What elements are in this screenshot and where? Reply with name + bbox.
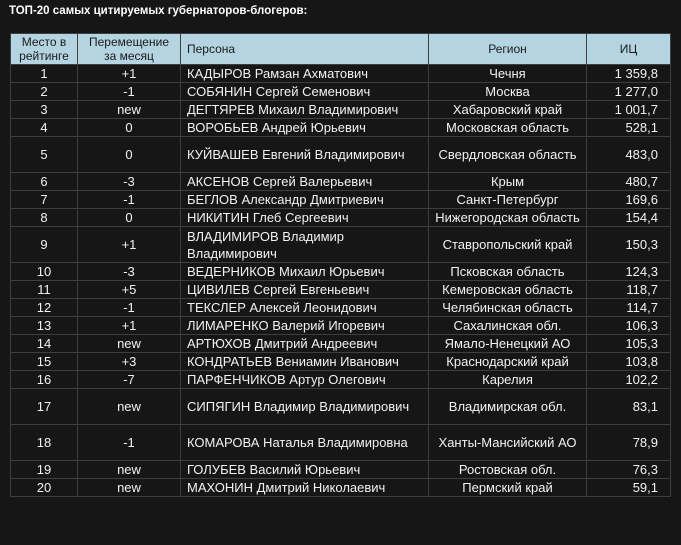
rank-cell: 17: [11, 389, 78, 425]
region-cell: Ставропольский край: [429, 227, 587, 263]
region-cell: Свердловская область: [429, 137, 587, 173]
score-cell: 106,3: [587, 317, 671, 335]
score-cell: 105,3: [587, 335, 671, 353]
region-cell: Москва: [429, 83, 587, 101]
move-cell: -3: [78, 263, 181, 281]
person-cell: ПАРФЕНЧИКОВ Артур Олегович: [181, 371, 429, 389]
column-header-rank: Место в рейтинге: [11, 34, 78, 65]
rank-cell: 11: [11, 281, 78, 299]
score-cell: 1 359,8: [587, 65, 671, 83]
person-cell: ВЛАДИМИРОВ Владимир Владимирович: [181, 227, 429, 263]
person-cell: СИПЯГИН Владимир Владимирович: [181, 389, 429, 425]
region-cell: Ямало-Ненецкий АО: [429, 335, 587, 353]
score-cell: 103,8: [587, 353, 671, 371]
move-cell: -1: [78, 425, 181, 461]
move-cell: 0: [78, 119, 181, 137]
table-body: [11, 65, 671, 497]
score-cell: 169,6: [587, 191, 671, 209]
rank-cell: 12: [11, 299, 78, 317]
person-cell: КАДЫРОВ Рамзан Ахматович: [181, 65, 429, 83]
page-title: ТОП-20 самых цитируемых губернаторов-блогеров:: [9, 5, 308, 17]
rating-table: [10, 33, 671, 497]
region-cell: Карелия: [429, 371, 587, 389]
column-header-score: ИЦ: [587, 34, 671, 65]
score-cell: 114,7: [587, 299, 671, 317]
score-cell: 150,3: [587, 227, 671, 263]
score-cell: 1 001,7: [587, 101, 671, 119]
region-cell: Хабаровский край: [429, 101, 587, 119]
person-cell: БЕГЛОВ Александр Дмитриевич: [181, 191, 429, 209]
move-cell: +1: [78, 227, 181, 263]
move-cell: 0: [78, 137, 181, 173]
person-cell: АКСЕНОВ Сергей Валерьевич: [181, 173, 429, 191]
rank-cell: 3: [11, 101, 78, 119]
move-cell: -7: [78, 371, 181, 389]
region-cell: Владимирская обл.: [429, 389, 587, 425]
header-row: [11, 34, 671, 65]
score-cell: 76,3: [587, 461, 671, 479]
region-cell: Челябинская область: [429, 299, 587, 317]
rank-cell: 16: [11, 371, 78, 389]
table-row: [11, 479, 671, 497]
rank-cell: 2: [11, 83, 78, 101]
score-cell: 483,0: [587, 137, 671, 173]
score-cell: 78,9: [587, 425, 671, 461]
table-row: [11, 209, 671, 227]
person-cell: ВЕДЕРНИКОВ Михаил Юрьевич: [181, 263, 429, 281]
region-cell: Ростовская обл.: [429, 461, 587, 479]
rank-cell: 4: [11, 119, 78, 137]
region-cell: Санкт-Петербург: [429, 191, 587, 209]
rank-cell: 1: [11, 65, 78, 83]
rank-cell: 7: [11, 191, 78, 209]
rank-cell: 15: [11, 353, 78, 371]
table-row: [11, 371, 671, 389]
move-cell: 0: [78, 209, 181, 227]
column-header-move: Перемещение за месяц: [78, 34, 181, 65]
region-cell: Крым: [429, 173, 587, 191]
table-row: [11, 353, 671, 371]
move-cell: +5: [78, 281, 181, 299]
move-cell: new: [78, 479, 181, 497]
move-cell: -1: [78, 299, 181, 317]
column-header-person: Персона: [181, 34, 429, 65]
rank-cell: 19: [11, 461, 78, 479]
rank-cell: 6: [11, 173, 78, 191]
move-cell: +3: [78, 353, 181, 371]
table-row: [11, 461, 671, 479]
region-cell: Московская область: [429, 119, 587, 137]
person-cell: НИКИТИН Глеб Сергеевич: [181, 209, 429, 227]
move-cell: new: [78, 335, 181, 353]
person-cell: АРТЮХОВ Дмитрий Андреевич: [181, 335, 429, 353]
person-cell: МАХОНИН Дмитрий Николаевич: [181, 479, 429, 497]
person-cell: КОМАРОВА Наталья Владимировна: [181, 425, 429, 461]
table-row: [11, 281, 671, 299]
person-cell: КОНДРАТЬЕВ Вениамин Иванович: [181, 353, 429, 371]
table-row: [11, 83, 671, 101]
score-cell: 528,1: [587, 119, 671, 137]
score-cell: 118,7: [587, 281, 671, 299]
rank-cell: 5: [11, 137, 78, 173]
column-header-region: Регион: [429, 34, 587, 65]
table-header: [11, 34, 671, 65]
table-row: [11, 137, 671, 173]
move-cell: -1: [78, 191, 181, 209]
region-cell: Чечня: [429, 65, 587, 83]
rank-cell: 8: [11, 209, 78, 227]
person-cell: ВОРОБЬЕВ Андрей Юрьевич: [181, 119, 429, 137]
rank-cell: 9: [11, 227, 78, 263]
move-cell: new: [78, 101, 181, 119]
table-row: [11, 191, 671, 209]
rank-cell: 20: [11, 479, 78, 497]
rank-cell: 14: [11, 335, 78, 353]
table-row: [11, 263, 671, 281]
region-cell: Псковская область: [429, 263, 587, 281]
person-cell: СОБЯНИН Сергей Семенович: [181, 83, 429, 101]
score-cell: 480,7: [587, 173, 671, 191]
table-row: [11, 317, 671, 335]
table-row: [11, 299, 671, 317]
region-cell: Нижегородская область: [429, 209, 587, 227]
region-cell: Кемеровская область: [429, 281, 587, 299]
score-cell: 154,4: [587, 209, 671, 227]
move-cell: -1: [78, 83, 181, 101]
table-row: [11, 389, 671, 425]
rank-cell: 13: [11, 317, 78, 335]
table-row: [11, 119, 671, 137]
person-cell: КУЙВАШЕВ Евгений Владимирович: [181, 137, 429, 173]
person-cell: ГОЛУБЕВ Василий Юрьевич: [181, 461, 429, 479]
region-cell: Сахалинская обл.: [429, 317, 587, 335]
table-row: [11, 65, 671, 83]
person-cell: ТЕКСЛЕР Алексей Леонидович: [181, 299, 429, 317]
score-cell: 59,1: [587, 479, 671, 497]
table-row: [11, 227, 671, 263]
region-cell: Пермский край: [429, 479, 587, 497]
move-cell: -3: [78, 173, 181, 191]
score-cell: 102,2: [587, 371, 671, 389]
table-row: [11, 173, 671, 191]
score-cell: 124,3: [587, 263, 671, 281]
move-cell: +1: [78, 317, 181, 335]
move-cell: new: [78, 389, 181, 425]
region-cell: Ханты-Мансийский АО: [429, 425, 587, 461]
move-cell: +1: [78, 65, 181, 83]
score-cell: 83,1: [587, 389, 671, 425]
score-cell: 1 277,0: [587, 83, 671, 101]
table-row: [11, 335, 671, 353]
rank-cell: 18: [11, 425, 78, 461]
rank-cell: 10: [11, 263, 78, 281]
region-cell: Краснодарский край: [429, 353, 587, 371]
table-row: [11, 101, 671, 119]
move-cell: new: [78, 461, 181, 479]
person-cell: ДЕГТЯРЕВ Михаил Владимирович: [181, 101, 429, 119]
person-cell: ЦИВИЛЕВ Сергей Евгеньевич: [181, 281, 429, 299]
person-cell: ЛИМАРЕНКО Валерий Игоревич: [181, 317, 429, 335]
table-row: [11, 425, 671, 461]
